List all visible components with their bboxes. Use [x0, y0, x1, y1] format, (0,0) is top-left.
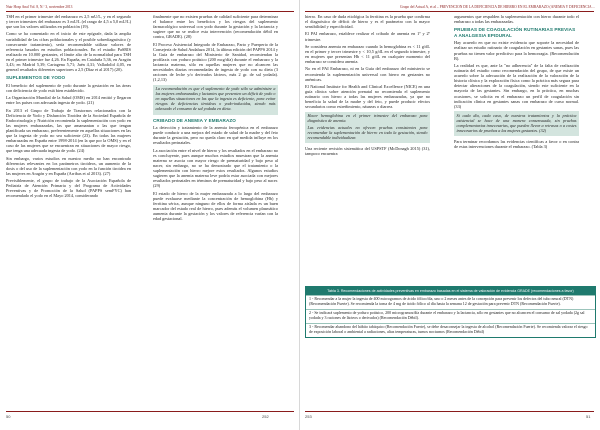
column-1 [6, 14, 131, 412]
paragraph: TSH en el primer trimestre del embarazo es 2,5 mU/L, y en el segundo y tercer trimestres del embarazo es 3 mU/L (el rango de 4,5 a 5,0 mU/L) que son los valores utilizados en población (19). [6, 14, 131, 30]
recommendation-text: La recomendación es que el suplemento de yodo sólo se administre a las mujeres embarazadas y lactantes que presenten un déficit de yodo o en aquellas situaciones en las que la ingesta es deficiente, para evitar riesgos de deficiencias tiroideas o yodo-inducidas, siendo más adecuado el consumo de sal yodada en dieta. [155, 86, 276, 112]
header-rule-left [6, 11, 294, 12]
paragraph: Para terminar recordamos las evidencias científicas a favor o en contra de estas intervenciones durante el embarazo. (Tabla 3) [454, 138, 579, 150]
footer-code-left: 252 [262, 414, 269, 419]
paragraph: La detección y tratamiento de la anemia ferropénica en el embarazo puede conducir a una mejora del estado de salud de la madre y del feto durante la gestación, pero no queda claro en qué medida influye en los resultados perinatales. [153, 125, 278, 146]
recommendation-text: Si cada día, cada caso, de nuestros tratamientos y la práctica asistencial se hace de una manera consensuada, sin pruebas complementarias innecesarias, que pueden llevar a retrasos o a costes innecesarios de pruebas a las mujeres gestantes. (32) [456, 112, 577, 133]
paragraph: La realidad es que, ante la "no adherencia" de la falta de realización rutinaria del estudio como recomendación del grupo, de que existe un acuerdo sobre la adecuación de la realización de la valoración de la historia clínica y la exploración física como la práctica más segura para detectar alteraciones de la coagulación, siendo este suficiente en la mayoría de las gestantes. Sin embargo, en la práctica, en muchas ocasiones, se solicita en el embarazo un perfil de coagulación sin indicación clínica en gestantes sanas con embarazo de curso normal. (33) [454, 62, 579, 109]
paragraph: El estado de hierro de la mujer embarazada a lo largo del embarazo puede evaluarse mediante la concentración de hemoglobina (Hb) y ferritina sérica, aunque ninguno de ellos de forma aislada es un buen marcador del estado real de hierro, pues además el volumen plasmático aumenta durante la gestación y los valores de referencia varían con la edad gestacional. [153, 190, 278, 222]
recommendation-box [153, 85, 278, 115]
paragraph: Se considera anemia en embarazo cuando la hemoglobina es < 11 g/dL en el primer y tercer trimestre y < 10,5 g/dL en el segundo trimestre, y en mujeres que presentan Hb < 11 g/dL en cualquier momento del embarazo se considera anemia. [305, 43, 430, 65]
paragraph: La Organización Mundial de la Salud (OMS) en 2014 emitió y llegaron entre los países con adecuada ingesta de yodo. (21) [6, 95, 131, 106]
footer-code-right: 253 [305, 414, 312, 419]
paragraph: Previsiblemente, el grupo de trabajo de la Asociación Española de Pediatría de Atención Primaria y del Programa de Actividades Preventivas y de Promoción de la Salud (PAPPS semFYC) han recomendado el yodo en el Mayo 2014, considerando [6, 178, 131, 199]
paragraph: argumentos que respalden la suplementación con hierro durante todo el embarazo a todas las embarazadas. [454, 14, 579, 25]
recommendation-box [454, 111, 579, 136]
recommendation-text: Hacer hemoglobina en el primer trimestre del embarazo para diagnóstico de anemia. [307, 113, 428, 124]
section-heading-yodo: SUPLEMENTOS DE YODO [6, 75, 66, 81]
column-3 [305, 14, 430, 284]
section-heading-anemia: CRIBADO DE ANEMIA Y EMBARAZO [153, 117, 236, 123]
column-2 [153, 14, 278, 412]
table-row: 3 - Recomendar abandono del hábito tabáquico (Recomendación Fuerte), se debe desaconsejar la ingesta de alcohol (Recomendación Fuerte). Se recomienda valorar el riesgo de exposición laboral o ambiental a radiaciones, altas temperaturas, turnos nocturnos (Recomendación Débil) [306, 323, 595, 337]
paragraph: El beneficio del suplemento de yodo durante la gestación en las áreas con deficiencia de yodo está bien establecido. [6, 82, 131, 93]
paragraph: El PAI embarazo, establece realizar el cribado de anemia en 1º y 2º trimestre. [305, 31, 430, 42]
header-rule-right [305, 11, 594, 12]
paragraph: Una reciente revisión sistemática del USPSTF (McDonagh 2015) (31), tampoco encuentra [305, 145, 430, 156]
page-number-right: 51 [586, 414, 591, 419]
paragraph: Sin embargo, varios estudios en nuestro medio no han encontrado diferencias relevantes en los parámetros tiroideos, un aumento de la dosis o del uso de la suplementación con yodo en la función tiroidea en las mujeres en Aragón y en España (Arribas et al 2013). (27) [6, 155, 131, 176]
section-heading-coagulacion: PRUEBAS DE COAGULACIÓN RUTINARIAS PREVIAS A ANALGESIA EPIDURAL [454, 27, 576, 38]
running-header-right: Grupo del Actual A, et al – PREVENCIÓN DE LA DEFICIENCIA DE HIERRO EN EL EMBARAZO (ANEMIA Y DEFICIENCIA ... [400, 5, 595, 9]
table-row: 1 - Recomendar a la mujer la ingesta de 400 microgramos de ácido fólico/día, uno o 2 meses antes de la concepción para prevenir los defectos del tubo neural (DTN) (Recomendación Fuerte). Se recomienda la toma de 4 mg de ácido fólico al día hasta la semana 12 de gestación para prevenir DTN (Recomendación Fuerte). [306, 295, 595, 309]
paragraph: La asociación entre el nivel de hierro y los resultados en el embarazo no es concluyente, pues aunque muchos estudios muestran que la anemia materna se asocia con mayor riesgo de prematuridad y bajo peso al nacer, sin embargo, no se ha demostrado que el tratamiento o la suplementación con hierro mejore estos resultados. Algunos estudios sugieren que la anemia materna leve podría estar asociada con mejores resultados perinatales en términos de prematuridad y bajo peso al nacer. (29) [153, 147, 278, 189]
running-header-left: Nutr Hosp Anal Vol. 8, N.º 3, noviembre 2013 [6, 5, 73, 9]
paragraph: No en el PAI Embarazo, ni en la Guía del embarazo del ministerio se recomienda la suplementación universal con hierro en gestantes no anémicas. [305, 66, 430, 82]
table-row: 2 - Se indicará suplemento de yoduro potásico, 200 microgramos/día durante el embarazo y la lactancia, sólo en gestantes que no alcancen el consumo de sal yodada (2g sal yodada y 3 raciones de lácteos o derivados) (Recomendación Débil). [306, 309, 595, 323]
footer-rule-right [305, 411, 594, 412]
paragraph: El Proceso Asistencial Integrado de Embarazo, Parto y Puerperio de la Consejería de Salud Andaluza 2014, la última edición del PAPPS 2014 y la Guía de embarazo del Ministerio de Sanidad, recomiendan la profilaxis con yoduro potásico (200 mcg/día) durante el embarazo y la lactancia materna, sólo en aquellas mujeres que no alcancen las necesidades diarias recomendadas de ingesta de yodo con su dieta (3 raciones de leche y/o derivados lácteos, más 2 gr. de sal yodada). (1,2,13) [153, 41, 278, 83]
paragraph: En 2013 el Grupo de Trabajo de Trastornos relacionados con la Deficiencia de Yodo y Disfunción Tiroidea de la Sociedad Española de Endocrinología y Nutrición recomienda la suplementación con yodo en las mujeres embarazadas, las que amamantan o las que tengan planificada un embarazo, preferentemente en aquellas situaciones en las que la ingesta de yodo no sea suficiente (23). En todas las mujeres embarazadas en España entre 1998-2014 (en la que por la OMS) y en el caso de las mujeres que se encuentran en situaciones de mayor riesgo, que tenga una adecuada ingesta de yodo. (24) [6, 107, 131, 154]
column-4 [454, 14, 579, 284]
page-number-left: 50 [6, 414, 11, 419]
paragraph: Como se ha comentado en el inicio de este epígrafe, dada la amplia variabilidad de las cifras poblacionales y el posible sobrediagnóstico (y consecuente tratamiento), sería recomendable utilizar valores de referencia basados en estudios poblacionales. En el estudio PaSRIS realizado en 10.000 gestantes, el límite alto de la normalidad para TSH en el primer trimestre fue 4,26. En España, en Cataluña 5,36, en Aragón 3,43; en Madrid 5,39; Cartagena 5,71; Jaén 4,31; Valladolid 4,05, en general resultados diferentes superiores a 2,5 (Díaz et al 2017) (20). [6, 31, 131, 73]
paragraph: Hay acuerdo en que no existe evidencia que soporte la necesidad de realizar un estudio rutinario de coagulación en gestantes sanas, pues las pruebas no tienen valor predictivo para la hemorragia. (Recomendación B). [454, 40, 579, 61]
table-header: Tabla 3. Recomendaciones de actividades preventivas en embarazo basadas en el sistema de valoración de evidencia GRADE (recomendaciones a favor) [306, 287, 595, 295]
paragraph: El National Institute for Health and Clinical Excellence (NICE) en una guía clínica sobre atención prenatal no recomienda el suplemento rutinario con hierro a todas las mujeres embarazadas, ya que no beneficia la salud de la madre y del feto, y puede producir efectos secundarios como estreñimiento, náuseas o diarrea. [305, 83, 430, 110]
footer-rule-left [6, 411, 294, 412]
recommendation-text: Las evidencias actuales no ofrecen pruebas consistentes para recomendar la suplementación de hierro en toda la gestación, siendo recomendable individualizar. [307, 124, 428, 140]
recommendation-box [305, 112, 430, 143]
paragraph: finalmente que no existen pruebas de calidad suficiente para determinar el balance entre los beneficios y los riesgos del suplemento farmacológico universal con yodo durante la gestación y la lactancia y sugiere que no se realice esta intervención (recomendación débil en contra, GRADE). (28) [153, 14, 278, 40]
paragraph: hierro. En caso de duda etiológica la ferritina es la prueba que confirma el diagnóstico de déficit de hierro y es el parámetro con la mayor sensibilidad y especificidad. [305, 14, 430, 30]
recommendations-table [305, 286, 596, 338]
